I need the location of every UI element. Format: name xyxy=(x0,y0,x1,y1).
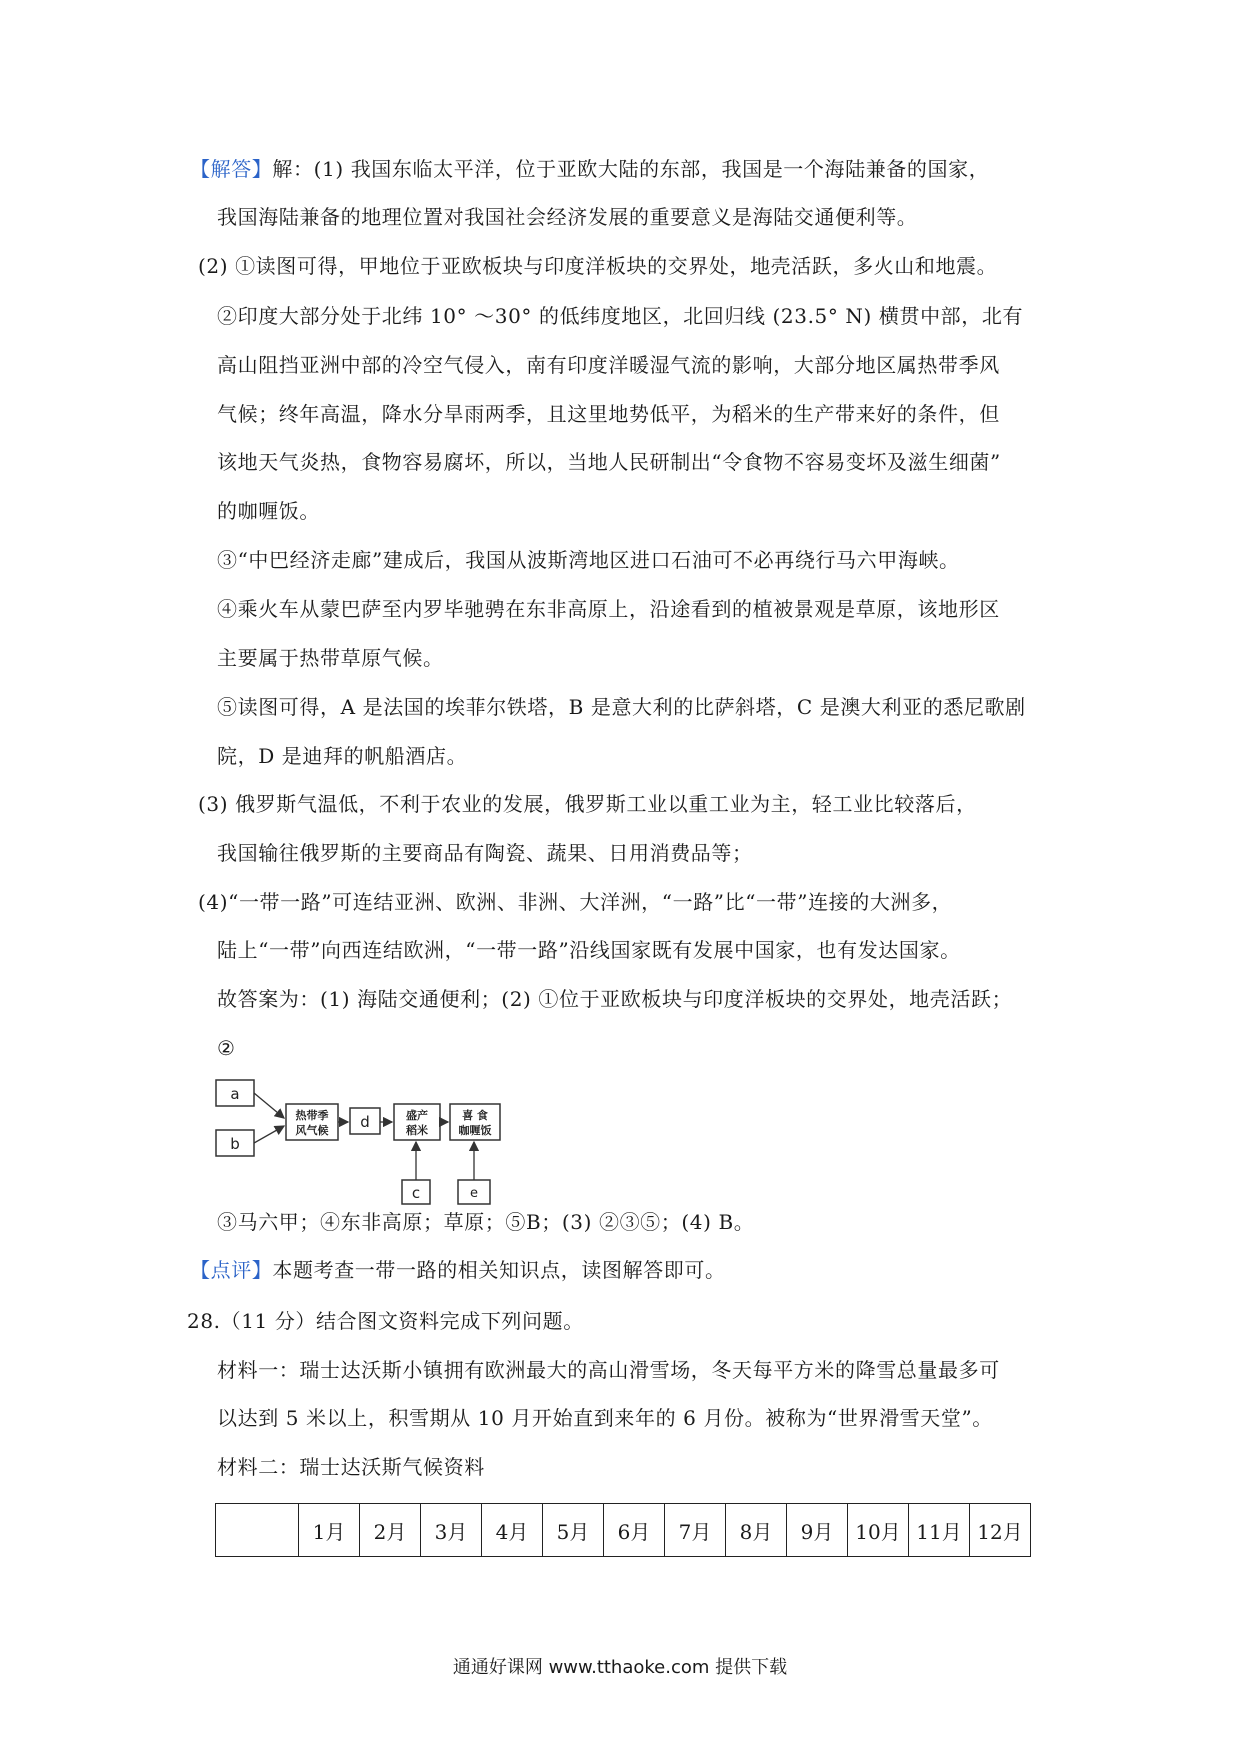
table-header-cell: 9月 xyxy=(787,1504,848,1557)
material-2-label: 材料二：瑞士达沃斯气候资料 xyxy=(217,1455,485,1479)
answer-line-3: (2) ①读图可得，甲地位于亚欧板块与印度洋板块的交界处，地壳活跃，多火山和地震。 xyxy=(198,254,998,278)
table-header-cell: 4月 xyxy=(482,1504,543,1557)
arrow-a xyxy=(254,1093,284,1118)
answer-line-17: 陆上“一带”向西连结欧洲，“一带一路”沿线国家既有发展中国家，也有发达国家。 xyxy=(217,938,961,962)
comment-line: 【点评】本题考查一带一路的相关知识点，读图解答即可。 xyxy=(190,1258,726,1282)
label-e: e xyxy=(470,1186,478,1201)
table-header-cell: 5月 xyxy=(543,1504,604,1557)
table-header-cell: 8月 xyxy=(726,1504,787,1557)
flow-diagram xyxy=(214,1078,504,1218)
answer-line-6: 气候；终年高温，降水分旱雨两季，且这里地势低平，为稻米的生产带来好的条件，但 xyxy=(217,402,1000,426)
answer-line-1: 【解答】解：(1) 我国东临太平洋，位于亚欧大陆的东部，我国是一个海陆兼备的国家， xyxy=(190,157,990,181)
arrow-b xyxy=(254,1126,284,1143)
label-rice-2: 稻米 xyxy=(406,1124,428,1137)
label-c: c xyxy=(411,1184,421,1202)
table-header-cell: 12月 xyxy=(970,1504,1031,1557)
table-header-cell: 3月 xyxy=(421,1504,482,1557)
table-header-cell: 6月 xyxy=(604,1504,665,1557)
answer-line-18: 故答案为：(1) 海陆交通便利；(2) ①位于亚欧板块与印度洋板块的交界处，地壳活跃； xyxy=(217,987,1013,1011)
table-corner-cell xyxy=(216,1504,299,1557)
answer-line-8: 的咖喱饭。 xyxy=(217,499,320,523)
answer-line-9: ③“中巴经济走廊”建成后，我国从波斯湾地区进口石油可不必再绕行马六甲海峡。 xyxy=(217,548,960,572)
material-1-line-2: 以达到 5 米以上，积雪期从 10 月开始直到来年的 6 月份。被称为“世界滑雪天堂”。 xyxy=(217,1406,993,1430)
climate-table xyxy=(215,1503,1031,1557)
label-b: b xyxy=(230,1135,240,1153)
answer-line-13: 院，D 是迪拜的帆船酒店。 xyxy=(217,744,468,768)
table-header-row xyxy=(216,1504,1031,1557)
table-header-cell: 10月 xyxy=(848,1504,909,1557)
label-monsoon-1: 热带季 xyxy=(295,1109,329,1122)
label-d: d xyxy=(360,1113,370,1131)
table-header-cell: 1月 xyxy=(299,1504,360,1557)
question-title: 28.（11 分）结合图文资料完成下列问题。 xyxy=(187,1309,584,1333)
label-rice-1: 盛产 xyxy=(406,1109,428,1122)
label-monsoon-2: 风气候 xyxy=(295,1124,329,1137)
comment-tag: 【点评】 xyxy=(190,1258,273,1282)
table-header-cell: 2月 xyxy=(360,1504,421,1557)
answer-line-4: ②印度大部分处于北纬 10° ～30° 的低纬度地区，北回归线 (23.5° N) 横贯中部，北有 xyxy=(217,304,1024,328)
material-1-line-1: 材料一：瑞士达沃斯小镇拥有欧洲最大的高山滑雪场，冬天每平方米的降雪总量最多可 xyxy=(217,1358,1000,1382)
answer-line-2: 我国海陆兼备的地理位置对我国社会经济发展的重要意义是海陆交通便利等。 xyxy=(217,205,918,229)
answer-line-14: (3) 俄罗斯气温低，不利于农业的发展，俄罗斯工业以重工业为主，轻工业比较落后， xyxy=(198,792,977,816)
table-header-cell: 11月 xyxy=(909,1504,970,1557)
answer-line-11: 主要属于热带草原气候。 xyxy=(217,646,444,670)
table-header-cell: 7月 xyxy=(665,1504,726,1557)
answer-line-12: ⑤读图可得，A 是法国的埃菲尔铁塔，B 是意大利的比萨斜塔，C 是澳大利亚的悉尼歌剧 xyxy=(217,695,1026,719)
answer-line-15: 我国输往俄罗斯的主要商品有陶瓷、蔬果、日用消费品等； xyxy=(217,841,753,865)
answer-line-19: ② xyxy=(217,1036,236,1060)
answer-tag: 【解答】 xyxy=(190,157,273,181)
answer-line-20: ③马六甲；④东非高原；草原；⑤B；(3) ②③⑤；(4) B。 xyxy=(217,1210,755,1234)
label-curry-2: 咖喱饭 xyxy=(458,1124,492,1137)
answer-line-7: 该地天气炎热，食物容易腐坏，所以，当地人民研制出“令食物不容易变坏及滋生细菌” xyxy=(217,450,1001,474)
answer-line-16: (4)“一带一路”可连结亚洲、欧洲、非洲、大洋洲，“一路”比“一带”连接的大洲多， xyxy=(198,890,953,914)
answer-line-10: ④乘火车从蒙巴萨至内罗毕驰骋在东非高原上，沿途看到的植被景观是草原，该地形区 xyxy=(217,597,1000,621)
answer-line-5: 高山阻挡亚洲中部的冷空气侵入，南有印度洋暖湿气流的影响，大部分地区属热带季风 xyxy=(217,353,1000,377)
page-footer: 通通好课网 www.tthaoke.com 提供下载 xyxy=(452,1657,788,1678)
label-curry-1: 喜 食 xyxy=(462,1109,488,1122)
label-a: a xyxy=(230,1085,240,1103)
